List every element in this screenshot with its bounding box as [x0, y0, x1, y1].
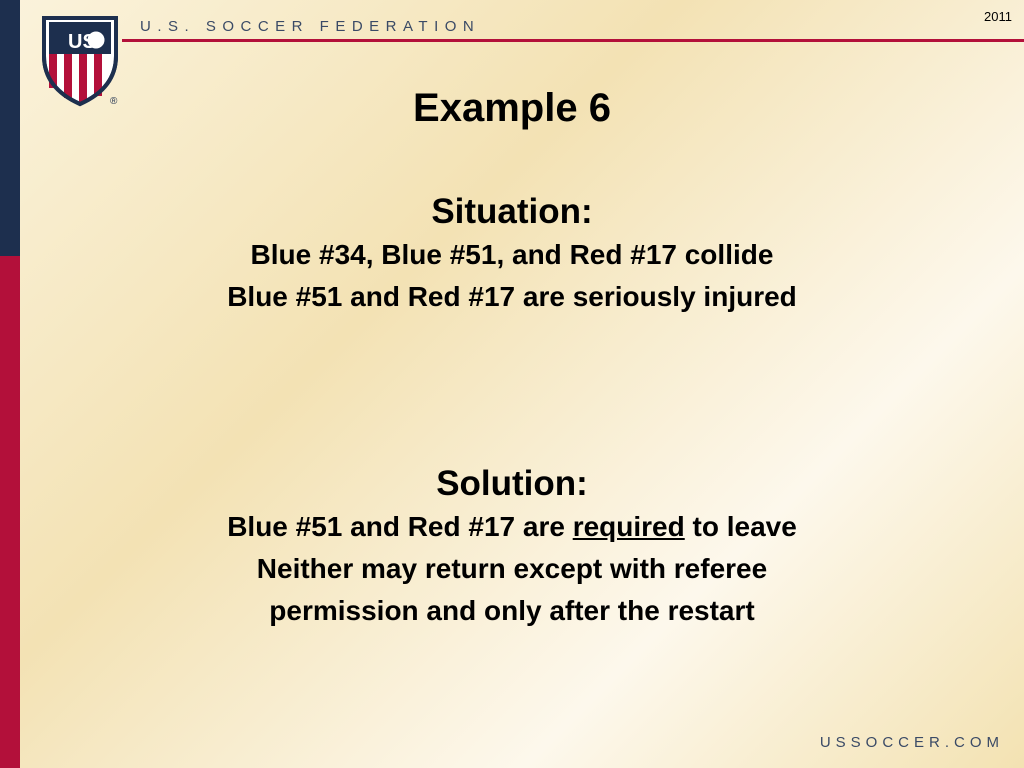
slide-year: 2011 [984, 9, 1012, 24]
solution-line: Neither may return except with referee [256, 553, 768, 584]
registered-mark: ® [110, 96, 118, 107]
footer-url: USSOCCER.COM [819, 734, 1004, 751]
solution-heading: Solution: [436, 464, 588, 503]
slide-title: Example 6 [413, 86, 611, 130]
solution-line-end: to leave [684, 511, 797, 542]
situation-section [0, 190, 1024, 318]
required-emphasis: required [572, 511, 685, 542]
header-rule [122, 39, 1024, 42]
solution-section [0, 462, 1024, 632]
solution-line-start: Blue #51 and Red #17 are [227, 511, 573, 542]
crest-letters: US [68, 31, 96, 53]
situation-line: Blue #51 and Red #17 are seriously injured [227, 281, 797, 312]
org-name: U.S. SOCCER FEDERATION [140, 18, 481, 35]
solution-line [0, 506, 1024, 548]
situation-heading: Situation: [431, 192, 593, 231]
solution-line: permission and only after the restart [269, 595, 755, 626]
situation-line: Blue #34, Blue #51, and Red #17 collide [250, 239, 774, 270]
